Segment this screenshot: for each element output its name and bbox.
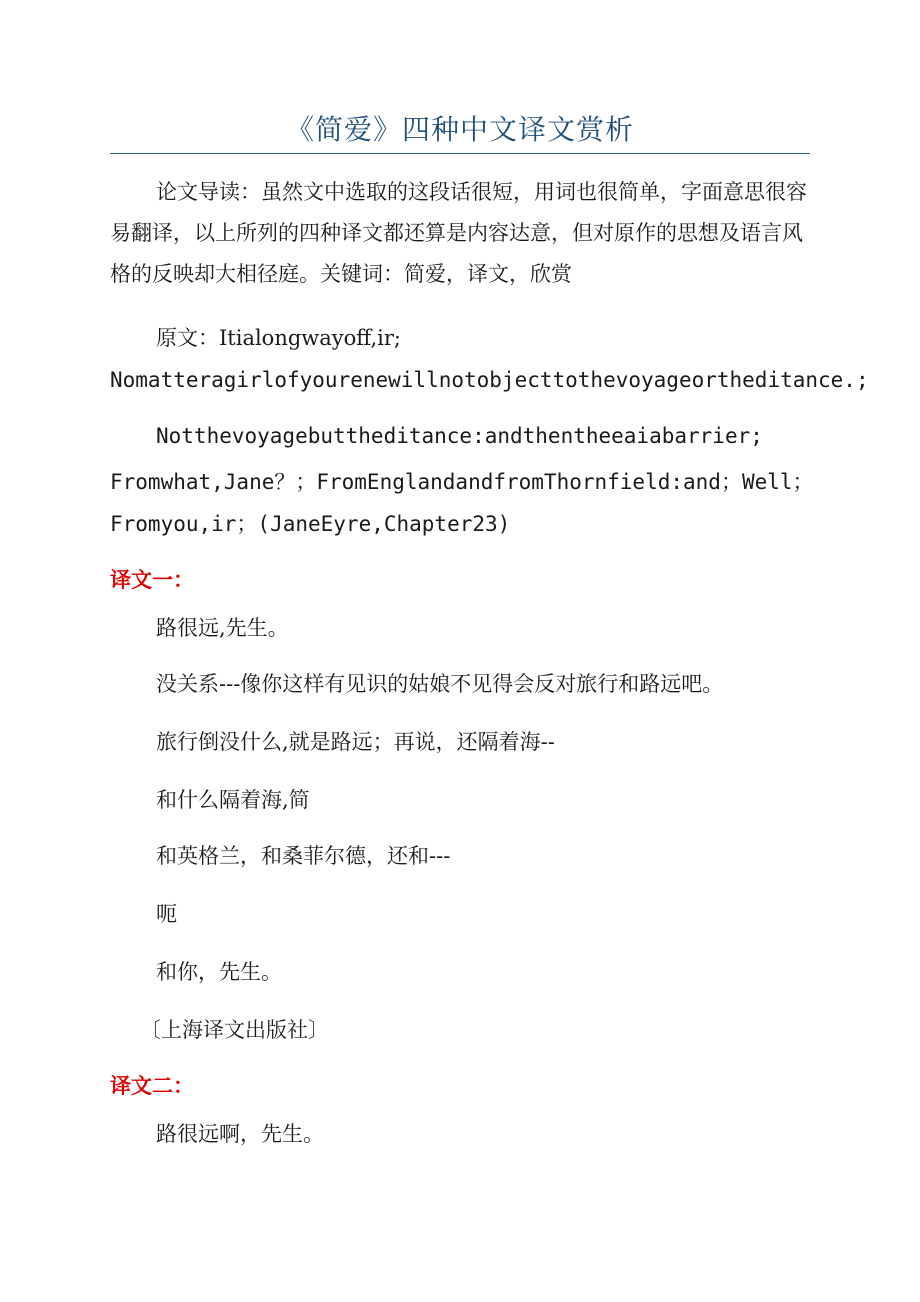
- original-line-4: Fromwhat,Jane？；FromEnglandandfromThornfield:and；Well；: [110, 470, 814, 494]
- translation-1-heading: 译文一：: [110, 568, 194, 592]
- original-line-3: Notthevoyagebuttheditance:andthentheeaiabarrier;: [156, 424, 763, 448]
- document-title: 《简爱》四种中文译文赏析: [285, 113, 634, 146]
- original-line-2: Nomatteragirlofyourenewillnotobjecttothevoyageortheditance.;: [110, 368, 869, 392]
- translation-1-line: 呃: [156, 902, 177, 926]
- translation-1-line: 和什么隔着海,简: [156, 788, 310, 812]
- translation-1-publisher: 〔上海译文出版社〕: [140, 1018, 329, 1042]
- original-line-1: 原文：Itialongwayoff,ir;: [156, 326, 401, 350]
- translation-1-line: 和你，先生。: [156, 960, 282, 984]
- abstract-paragraph: 论文导读：虽然文中选取的这段话很短，用词也很简单，字面意思很容易翻译，以上所列的四种译文都还算是内容达意，但对原作的思想及语言风格的反映却大相径庭。关键词：简爱，译文，欣赏: [110, 180, 807, 286]
- translation-2-line: 路很远啊，先生。: [156, 1122, 324, 1146]
- translation-2-heading: 译文二：: [110, 1074, 194, 1098]
- translation-1-line: 没关系---像你这样有见识的姑娘不见得会反对旅行和路远吧。: [156, 672, 724, 696]
- translation-1-line: 旅行倒没什么,就是路远；再说，还隔着海--: [156, 730, 555, 754]
- original-line-5: Fromyou,ir；(JaneEyre,Chapter23): [110, 512, 511, 536]
- translation-1-line: 路很远,先生。: [156, 616, 289, 640]
- translation-1-line: 和英格兰，和桑菲尔德，还和---: [156, 844, 451, 868]
- title-underline: [110, 153, 810, 154]
